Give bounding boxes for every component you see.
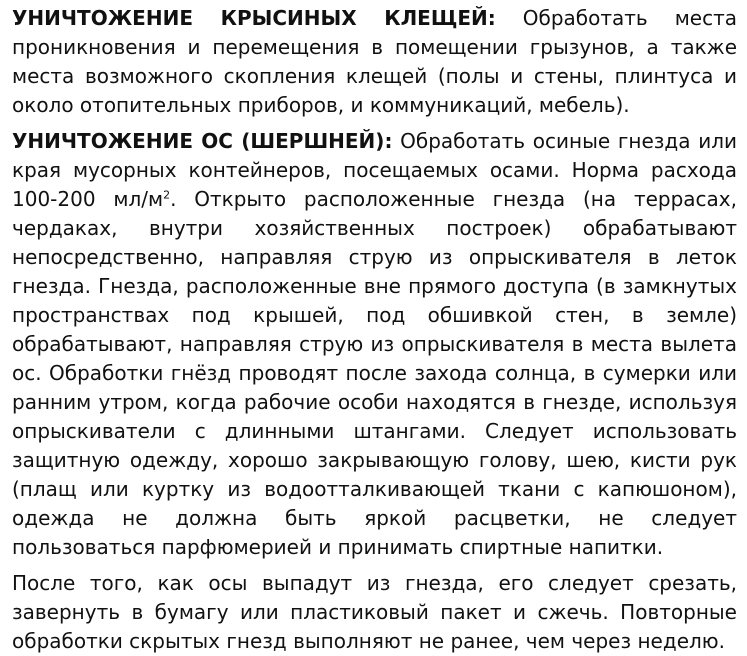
paragraph-rat-mites — [12, 4, 737, 120]
heading-wasps: УНИЧТОЖЕНИЕ ОС (ШЕРШНЕЙ): — [12, 129, 393, 153]
paragraph-text: После того, как осы выпадут из гнезда, его следует срезать, завернуть в бумагу или пластиковый пакет и сжечь. Повторные обработки скрытых гнезд выполняют не ранее, чем через неделю. — [12, 571, 737, 653]
superscript-unit: 2 — [163, 188, 171, 202]
paragraph-text: Обработать места проникновения и перемещения в помещении грызунов, а также места возможного скопления клещей (полы и стены, плинтуса и около отопительных приборов, и коммуникаций, мебель). — [12, 6, 737, 117]
heading-rat-mites: УНИЧТОЖЕНИЕ КРЫСИНЫХ КЛЕЩЕЙ: — [12, 6, 496, 30]
paragraph-text-continued: . Открыто расположенные гнезда (на террасах, чердаках, внутри хозяйственных построек) обрабатывают непосредственно, направляя струю из опрыскивателя в леток гнезда. Гнезда, расположенные вне прямого доступа (в замкнутых пространствах под крышей, под обшивкой стен, в земле) обрабатывают, направляя струю из опрыскивателя в места вылета ос. Обработки гнёзд проводят после захода солнца, в сумерки или ранним утром, когда рабочие особи находятся в гнезде, используя опрыскиватели с длинными штангами. Следует использовать защитную одежду, хорошо закрывающую голову, шею, кисти рук (плащ или куртку из водоотталкивающей ткани с капюшоном), одежда не должна быть яркой расцветки, не следует пользоваться парфюмерией и принимать спиртные напитки. — [12, 187, 737, 559]
paragraph-text: Обработать осиные гнезда или края мусорных контейнеров, посещаемых осами. Норма расхода 100-200 мл/м — [12, 129, 737, 211]
paragraph-wasps — [12, 127, 737, 562]
